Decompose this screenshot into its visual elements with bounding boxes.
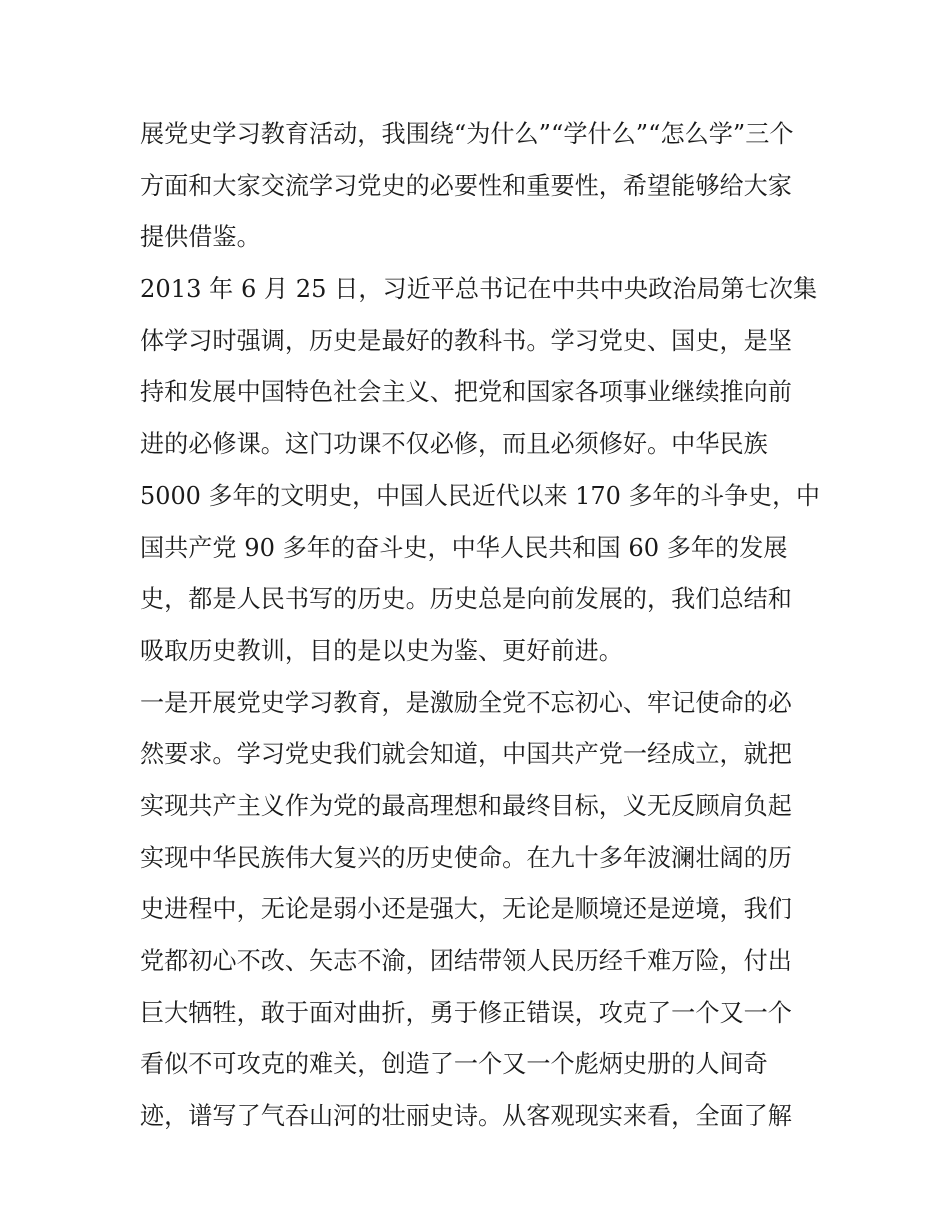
text-line: 然要求。学习党史我们就会知道，中国共产党一经成立，就把 (140, 739, 792, 769)
text-line: 史，都是人民书写的历史。历史总是向前发展的，我们总结和 (140, 584, 792, 614)
text-line: 一是开展党史学习教育，是激励全党不忘初心、牢记使命的必 (140, 687, 792, 717)
text-line: 看似不可攻克的难关，创造了一个又一个彪炳史册的人间奇 (140, 1049, 768, 1079)
text-line: 迹，谱写了气吞山河的壮丽史诗。从客观现实来看，全面了解 (140, 1101, 792, 1131)
text-line: 方面和大家交流学习党史的必要性和重要性，希望能够给大家 (140, 170, 792, 200)
text-line: 2013 年 6 月 25 日，习近平总书记在中共中央政治局第七次集 (140, 274, 818, 304)
text-line: 实现中华民族伟大复兴的历史使命。在九十多年波澜壮阔的历 (140, 842, 792, 872)
text-line: 提供借鉴。 (140, 222, 261, 252)
text-line: 吸取历史教训，目的是以史为鉴、更好前进。 (140, 635, 623, 665)
text-line: 党都初心不改、矢志不渝，团结带领人民历经千难万险，付出 (140, 946, 792, 975)
text-line: 巨大牺牲，敢于面对曲折，勇于修正错误，攻克了一个又一个 (140, 997, 792, 1027)
text-line: 5000 多年的文明史，中国人民近代以来 170 多年的斗争史，中 (140, 480, 820, 510)
text-line: 进的必修课。这门功课不仅必修，而且必须修好。中华民族 (140, 429, 768, 459)
text-line: 国共产党 90 多年的奋斗史，中华人民共和国 60 多年的发展 (140, 532, 788, 562)
text-line: 持和发展中国特色社会主义、把党和国家各项事业继续推向前 (140, 377, 792, 407)
text-line: 史进程中，无论是弱小还是强大，无论是顺境还是逆境，我们 (140, 894, 792, 924)
text-line: 体学习时强调，历史是最好的教科书。学习党史、国史，是坚 (140, 325, 792, 355)
body-text (140, 108, 830, 1142)
text-line: 实现共产主义作为党的最高理想和最终目标，义无反顾肩负起 (140, 790, 792, 820)
text-line: 展党史学习教育活动，我围绕“为什么”“学什么”“怎么学”三个 (140, 119, 794, 148)
